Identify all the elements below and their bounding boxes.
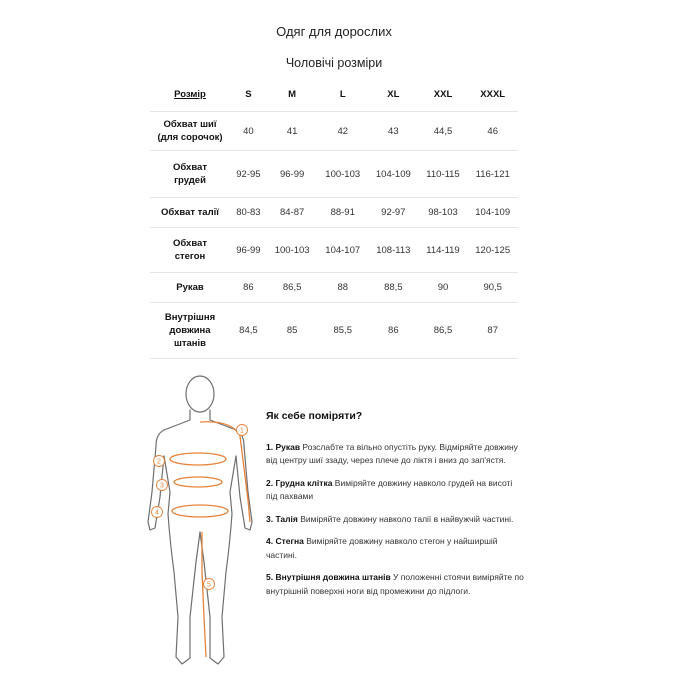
svg-text:5: 5 bbox=[207, 581, 211, 589]
table-cell: 85 bbox=[267, 303, 318, 359]
table-cell: 110-115 bbox=[419, 151, 468, 198]
instruction-chest bbox=[266, 477, 524, 504]
table-cell: 40 bbox=[230, 112, 267, 151]
table-cell: 41 bbox=[267, 112, 318, 151]
table-cell: 84,5 bbox=[230, 303, 267, 359]
size-header-row bbox=[150, 78, 518, 112]
size-header-cell: M bbox=[267, 78, 318, 112]
size-table bbox=[150, 78, 518, 359]
table-cell: 88 bbox=[317, 273, 368, 303]
instruction-term: 5. Внутрішня довжина штанів bbox=[266, 572, 391, 582]
size-column-header: Розмір bbox=[150, 78, 230, 112]
table-cell: 108-113 bbox=[368, 228, 419, 273]
table-cell: 104-109 bbox=[467, 198, 518, 228]
table-cell: 87 bbox=[467, 303, 518, 359]
marker-3 bbox=[157, 480, 168, 491]
instruction-waist bbox=[266, 513, 524, 527]
instruction-text: Виміряйте довжину навколо грудей на висоті під пахвами bbox=[266, 477, 513, 501]
svg-text:2: 2 bbox=[157, 458, 161, 466]
instruction-inseam bbox=[266, 571, 524, 598]
table-cell: 116-121 bbox=[467, 151, 518, 198]
instruction-text: Виміряйте довжину навколо талії в найвужчій частині. bbox=[297, 513, 514, 524]
instruction-term: 2. Грудна клітка bbox=[266, 477, 333, 488]
table-cell: 98-103 bbox=[419, 198, 468, 228]
size-header-cell: L bbox=[317, 78, 368, 112]
table-cell: 85,5 bbox=[317, 303, 368, 359]
table-cell: 43 bbox=[368, 112, 419, 151]
table-cell: 96-99 bbox=[230, 228, 267, 273]
table-cell: 86 bbox=[368, 303, 419, 359]
table-cell: 100-103 bbox=[267, 228, 318, 273]
table-cell: 104-107 bbox=[317, 228, 368, 273]
instruction-term: 1. Рукав bbox=[266, 441, 301, 452]
table-cell: 86,5 bbox=[267, 273, 318, 303]
instruction-term: 3. Талія bbox=[266, 513, 298, 524]
marker-1 bbox=[237, 425, 248, 436]
marker-2 bbox=[154, 456, 165, 467]
svg-text:3: 3 bbox=[160, 482, 164, 490]
table-row bbox=[150, 112, 518, 151]
svg-text:4: 4 bbox=[155, 509, 159, 517]
row-label: Обхват стегон bbox=[150, 228, 230, 273]
marker-5 bbox=[204, 579, 215, 590]
row-label: Обхват шиї (для сорочок) bbox=[150, 112, 230, 151]
table-cell: 86 bbox=[230, 273, 267, 303]
table-cell: 86,5 bbox=[419, 303, 468, 359]
table-cell: 80-83 bbox=[230, 198, 267, 228]
table-cell: 88,5 bbox=[368, 273, 419, 303]
svg-text:1: 1 bbox=[240, 427, 244, 435]
instruction-term: 4. Стегна bbox=[266, 536, 304, 546]
table-cell: 120-125 bbox=[467, 228, 518, 273]
table-row bbox=[150, 151, 518, 198]
row-label: Внутрішня довжина штанів bbox=[150, 303, 230, 359]
table-cell: 88-91 bbox=[317, 198, 368, 228]
instruction-text: Виміряйте довжину навколо стегон у найширшій частині. bbox=[266, 536, 498, 560]
table-cell: 90 bbox=[419, 273, 468, 303]
row-label: Обхват талії bbox=[150, 198, 230, 228]
body-measurement-figure bbox=[140, 372, 262, 672]
table-cell: 90,5 bbox=[467, 273, 518, 303]
size-header-cell: XXL bbox=[419, 78, 468, 112]
table-row bbox=[150, 273, 518, 303]
table-row bbox=[150, 228, 518, 273]
instruction-text: У положенні стоячи виміряйте по внутрішній поверхні ноги від промежини до підлоги. bbox=[266, 572, 524, 596]
row-label: Рукав bbox=[150, 273, 230, 303]
table-cell: 42 bbox=[317, 112, 368, 151]
size-header-cell: XXXL bbox=[467, 78, 518, 112]
row-label: Обхват грудей bbox=[150, 151, 230, 198]
instruction-sleeve bbox=[266, 441, 524, 468]
measurement-instructions bbox=[266, 410, 524, 607]
table-cell: 114-119 bbox=[419, 228, 468, 273]
table-row bbox=[150, 303, 518, 359]
table-cell: 92-95 bbox=[230, 151, 267, 198]
table-cell: 100-103 bbox=[317, 151, 368, 198]
table-cell: 92-97 bbox=[368, 198, 419, 228]
instruction-text: Розслабте та вільно опустіть руку. Відміряйте довжину від центру шиї ззаду, через плече до ліктя і вниз до зап'ястя. bbox=[266, 441, 518, 465]
table-row bbox=[150, 198, 518, 228]
table-cell: 44,5 bbox=[419, 112, 468, 151]
marker-4 bbox=[152, 507, 163, 518]
body-outline bbox=[148, 376, 252, 664]
table-cell: 96-99 bbox=[267, 151, 318, 198]
instruction-hips bbox=[266, 535, 524, 562]
page-title: Одяг для дорослих bbox=[276, 24, 392, 39]
size-header-cell: S bbox=[230, 78, 267, 112]
size-header-cell: XL bbox=[368, 78, 419, 112]
page-subtitle: Чоловічі розміри bbox=[285, 56, 383, 70]
table-cell: 46 bbox=[467, 112, 518, 151]
table-cell: 84-87 bbox=[267, 198, 318, 228]
instructions-heading: Як себе поміряти? bbox=[266, 410, 363, 422]
table-cell: 104-109 bbox=[368, 151, 419, 198]
